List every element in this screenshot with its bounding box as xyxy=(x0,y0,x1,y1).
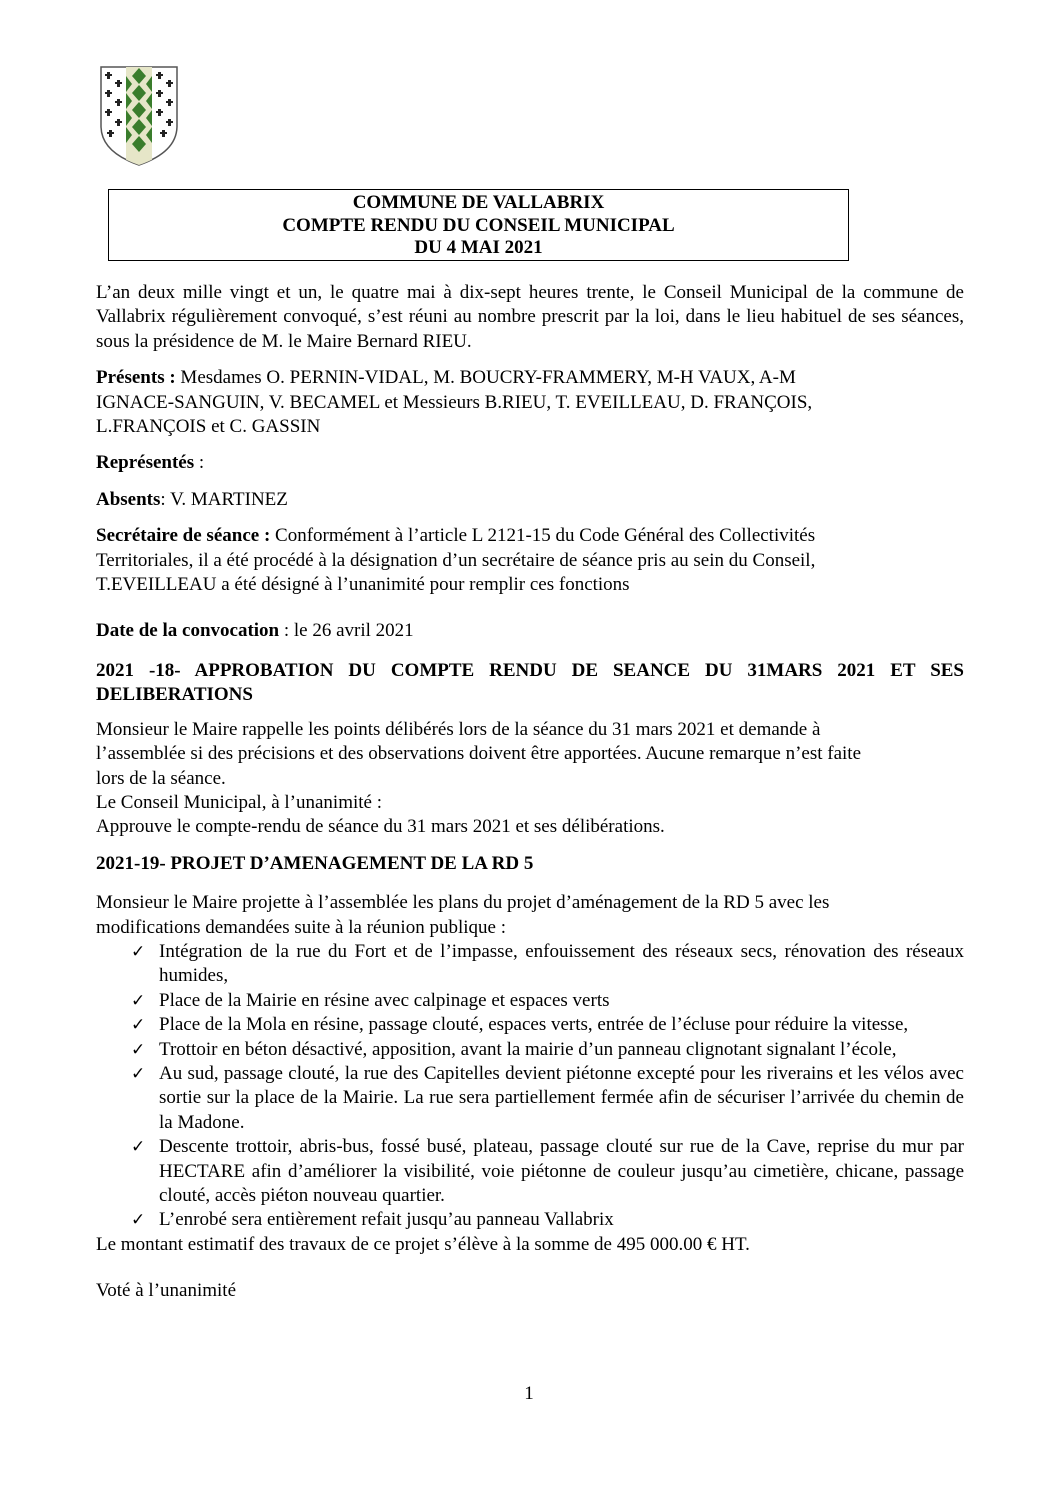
list-item: ✓ Trottoir en béton désactivé, apposition, avant la mairie d’un panneau clignotant signalant l’école, xyxy=(131,1038,964,1062)
section-18-line-2: l’assemblée si des précisions et des observations doivent être apportées. Aucune remarque n’est faite xyxy=(96,743,862,765)
intro-paragraph: L’an deux mille vingt et un, le quatre mai à dix-sept heures trente, le Conseil Municipal de la commune de Vallabrix régulièrement convoqué, s’est réuni au nombre prescrit par la loi, dans le lieu habituel de ses séances, sous la présidence de M. le Maire Bernard RIEU. xyxy=(96,282,964,352)
page-number: 1 xyxy=(524,1383,534,1404)
coat-of-arms-logo xyxy=(98,64,180,168)
convocation-label: Date de la convocation xyxy=(96,620,280,642)
section-18-heading: 2021 -18- APPROBATION DU COMPTE RENDU DE SEANCE DU 31MARS 2021 ET SES DELIBERATIONS xyxy=(96,659,964,706)
montant-paragraph: Le montant estimatif des travaux de ce projet s’élève à la somme de 495 000.00 € HT. xyxy=(96,1233,750,1255)
list-item: ✓ Place de la Mairie en résine avec calpinage et espaces verts xyxy=(131,989,964,1013)
amenagement-list xyxy=(96,940,964,1233)
checkmark-icon: ✓ xyxy=(131,1063,146,1084)
convocation-text: : le 26 avril 2021 xyxy=(279,620,414,642)
list-item: ✓ Intégration de la rue du Fort et de l’impasse, enfouissement des réseaux secs, rénovation des réseaux humides, xyxy=(131,940,964,987)
document-title-box xyxy=(108,189,849,261)
absents-label: Absents xyxy=(96,488,161,510)
section-18-line-1: Monsieur le Maire rappelle les points délibérés lors de la séance du 31 mars 2021 et demande à xyxy=(96,718,821,740)
checkmark-icon: ✓ xyxy=(131,1210,146,1231)
convocation-paragraph xyxy=(96,619,964,643)
section-18-line-3: lors de la séance. xyxy=(96,767,226,789)
list-item: ✓ Descente trottoir, abris-bus, fossé busé, plateau, passage clouté sur rue de la Cave, reprise du mur par HECTARE afin d’améliorer la visibilité, voie piétonne de couleur jusqu’au cimetière, chicane, passage clouté, accès piéton nouveau quartier. xyxy=(131,1136,964,1206)
presents-line-1: Mesdames O. PERNIN-VIDAL, M. BOUCRY-FRAMMERY, M-H VAUX, A-M xyxy=(175,367,796,389)
checkmark-icon: ✓ xyxy=(131,1137,146,1158)
checkmark-icon: ✓ xyxy=(131,990,146,1011)
section-19-line-1: Monsieur le Maire projette à l’assemblée les plans du projet d’aménagement de la RD 5 avec les xyxy=(96,892,830,914)
checkmark-icon: ✓ xyxy=(131,1015,146,1036)
secretaire-paragraph xyxy=(96,524,964,597)
secretaire-label: Secrétaire de séance : xyxy=(96,525,271,547)
presents-line-3: L.FRANÇOIS et C. GASSIN xyxy=(96,416,321,438)
secretaire-line-2: Territoriales, il a été procédé à la désignation d’un secrétaire de séance pris au sein du Conseil, xyxy=(96,549,816,571)
absents-paragraph xyxy=(96,488,964,512)
section-19-line-2: modifications demandées suite à la réunion publique : xyxy=(96,916,506,938)
section-18-line-5: Approuve le compte-rendu de séance du 31 mars 2021 et ses délibérations. xyxy=(96,816,665,838)
presents-label: Présents : xyxy=(96,367,176,389)
section-18-line-4: Le Conseil Municipal, à l’unanimité : xyxy=(96,791,382,813)
section-18-body xyxy=(96,718,964,840)
document-body xyxy=(96,281,964,1304)
representes-text: : xyxy=(194,452,205,474)
absents-text: : V. MARTINEZ xyxy=(160,488,288,510)
list-item: ✓ Place de la Mola en résine, passage clouté, espaces verts, entrée de l’écluse pour réduire la vitesse, xyxy=(131,1013,964,1037)
representes-paragraph xyxy=(96,451,964,475)
title-line-date: DU 4 MAI 2021 xyxy=(414,237,543,258)
list-item: ✓ Au sud, passage clouté, la rue des Capitelles devient piétonne excepté pour les riverains et les vélos avec sortie sur la place de la Mairie. La rue sera partiellement fermée afin de sécuriser l’arrivée du chemin de la Madone. xyxy=(131,1062,964,1133)
presents-line-2: IGNACE-SANGUIN, V. BECAMEL et Messieurs B.RIEU, T. EVEILLEAU, D. FRANÇOIS, xyxy=(96,391,813,413)
section-19-heading: 2021-19- PROJET D’AMENAGEMENT DE LA RD 5 xyxy=(96,852,534,874)
checkmark-icon: ✓ xyxy=(131,1039,146,1060)
representes-label: Représentés xyxy=(96,452,195,474)
vote-paragraph: Voté à l’unanimité xyxy=(96,1280,237,1302)
title-line-commune: COMMUNE DE VALLABRIX xyxy=(352,192,605,213)
secretaire-line-1: Conformément à l’article L 2121-15 du Code Général des Collectivités xyxy=(270,525,816,547)
list-item: ✓ L’enrobé sera entièrement refait jusqu’au panneau Vallabrix xyxy=(131,1208,964,1232)
title-line-compte-rendu: COMPTE RENDU DU CONSEIL MUNICIPAL xyxy=(282,214,675,236)
checkmark-icon: ✓ xyxy=(131,941,146,962)
section-19-intro xyxy=(96,891,964,940)
secretaire-line-3: T.EVEILLEAU a été désigné à l’unanimité pour remplir ces fonctions xyxy=(96,574,630,596)
presents-paragraph xyxy=(96,366,964,439)
